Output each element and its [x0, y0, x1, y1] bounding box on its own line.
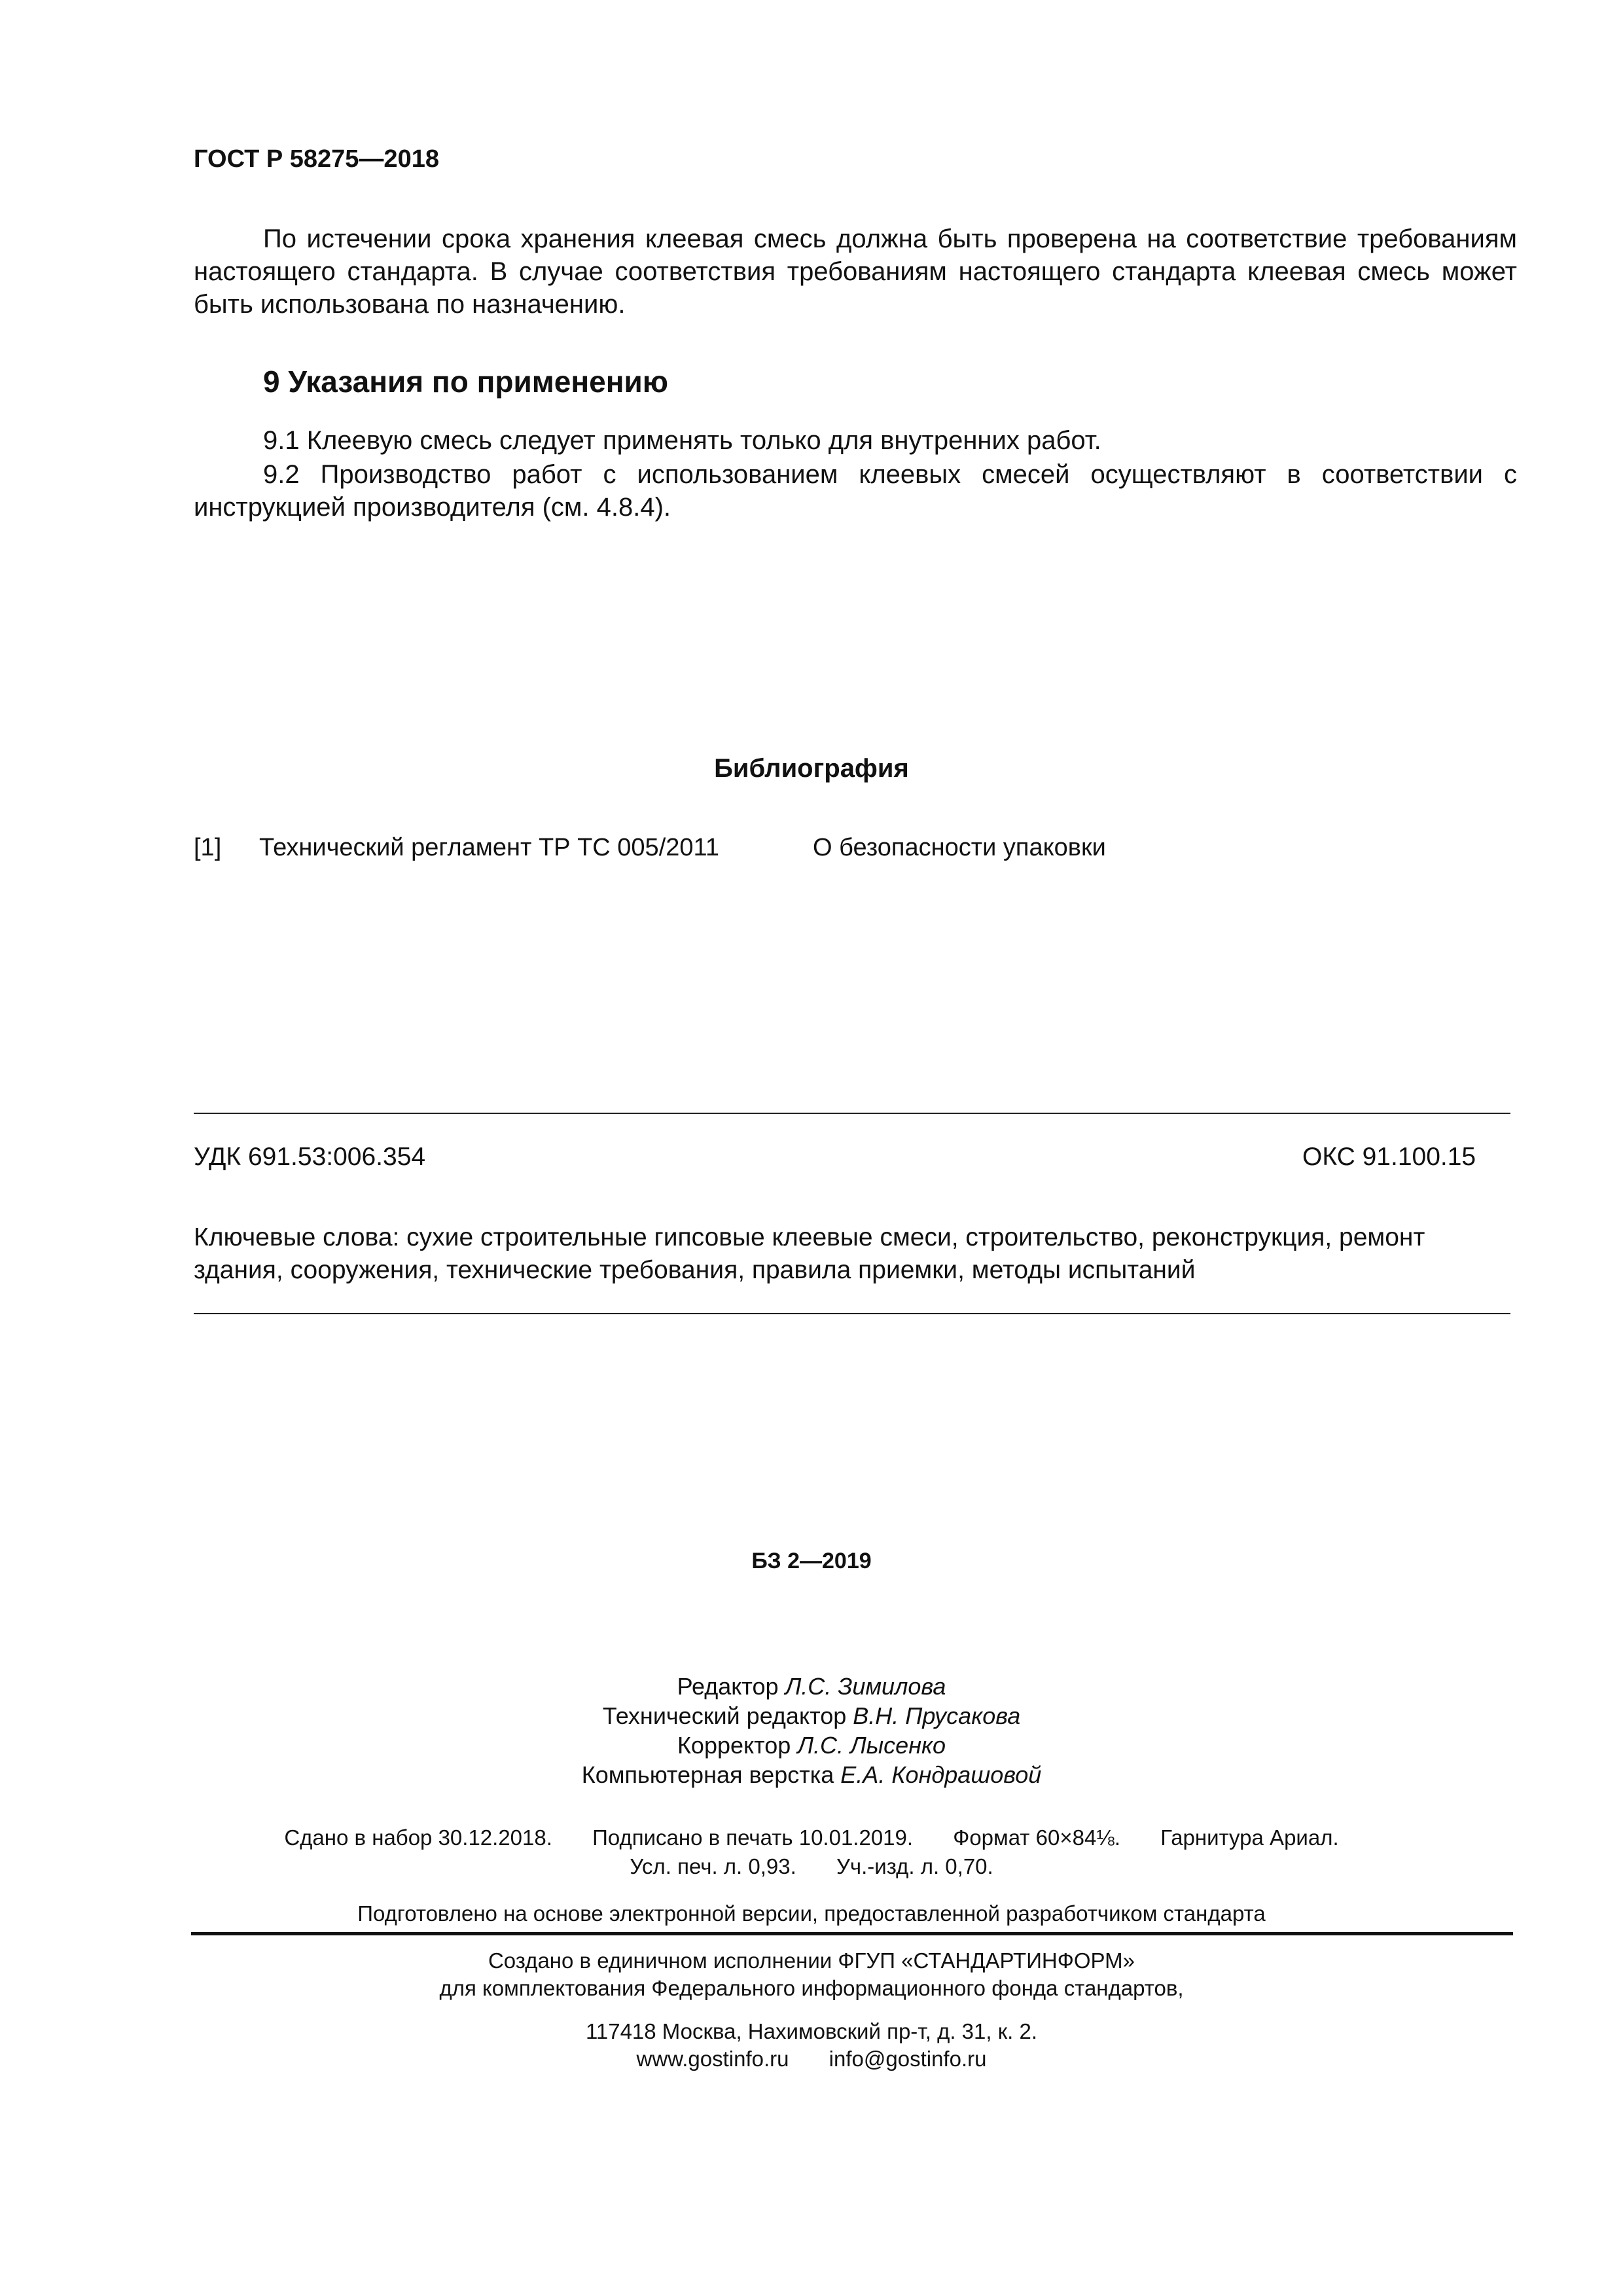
credit-role: Редактор	[677, 1673, 779, 1700]
thick-divider	[191, 1932, 1513, 1935]
divider-top	[194, 1113, 1510, 1114]
divider-bottom	[194, 1313, 1510, 1314]
imprint-print-sheets: Усл. печ. л. 0,93.	[630, 1854, 796, 1878]
imprint-line-1	[0, 1823, 1623, 1852]
storage-paragraph: По истечении срока хранения клеевая смесь должна быть проверена на соответствие требованиям настоящего стандарта. В случае соответствия требованиям настоящего стандарта клеевая смесь может быть использована по назначению.	[194, 224, 1517, 319]
publisher-line-1: Создано в единичном исполнении ФГУП «СТАНДАРТИНФОРМ»	[488, 1948, 1135, 1973]
keywords: Ключевые слова: сухие строительные гипсовые клеевые смеси, строительство, реконструкция, ремонт здания, сооружения, технические требования, правила приемки, методы испытаний	[194, 1223, 1425, 1284]
bibliography-entry-subject: О безопасности упаковки	[813, 834, 1106, 861]
credit-layout	[0, 1760, 1623, 1789]
credit-person: Л.С. Зимилова	[785, 1673, 946, 1700]
section-9-title: 9 Указания по применению	[263, 365, 669, 399]
oks-code: ОКС 91.100.15	[1302, 1143, 1476, 1171]
publisher-contacts	[0, 2045, 1623, 2073]
credit-person: В.Н. Прусакова	[853, 1702, 1021, 1729]
imprint-publisher-sheets: Уч.-изд. л. 0,70.	[836, 1854, 993, 1878]
publisher-line-2: для комплектования Федерального информационного фонда стандартов,	[439, 1976, 1184, 2000]
bibliography-entry-number: [1]	[194, 834, 222, 861]
bz-number: БЗ 2—2019	[751, 1549, 872, 1573]
credit-person: Л.С. Лысенко	[797, 1732, 946, 1759]
bibliography-entry-document: Технический регламент ТР ТС 005/2011	[259, 834, 719, 861]
bibliography-title: Библиография	[714, 754, 909, 783]
publisher-address: 117418 Москва, Нахимовский пр-т, д. 31, к. 2.	[585, 2019, 1038, 2043]
imprint-typeface: Гарнитура Ариал.	[1160, 1825, 1339, 1850]
credit-proofreader	[0, 1731, 1623, 1760]
prepared-note: Подготовлено на основе электронной версии, предоставленной разработчиком стандарта	[357, 1901, 1266, 1926]
publisher-email-link[interactable]: info@gostinfo.ru	[829, 2047, 987, 2071]
credit-role: Компьютерная верстка	[581, 1761, 834, 1788]
imprint-submitted: Сдано в набор 30.12.2018.	[284, 1825, 552, 1850]
imprint-line-2	[0, 1852, 1623, 1880]
credit-role: Корректор	[677, 1732, 791, 1759]
publisher-website-link[interactable]: www.gostinfo.ru	[636, 2047, 789, 2071]
credit-person: Е.А. Кондрашовой	[840, 1761, 1042, 1788]
credit-editor	[0, 1672, 1623, 1701]
document-code-header: ГОСТ Р 58275—2018	[194, 145, 439, 173]
udk-code: УДК 691.53:006.354	[194, 1143, 426, 1171]
imprint-format: Формат 60×84⅛.	[953, 1825, 1121, 1850]
credit-role: Технический редактор	[602, 1702, 847, 1729]
clause-9-2: 9.2 Производство работ с использованием клеевых смесей осуществляют в соответствии с инструкцией производителя (см. 4.8.4).	[194, 460, 1517, 522]
clause-9-1: 9.1 Клеевую смесь следует применять только для внутренних работ.	[263, 426, 1101, 455]
credit-tech-editor	[0, 1701, 1623, 1731]
imprint-signed: Подписано в печать 10.01.2019.	[592, 1825, 914, 1850]
